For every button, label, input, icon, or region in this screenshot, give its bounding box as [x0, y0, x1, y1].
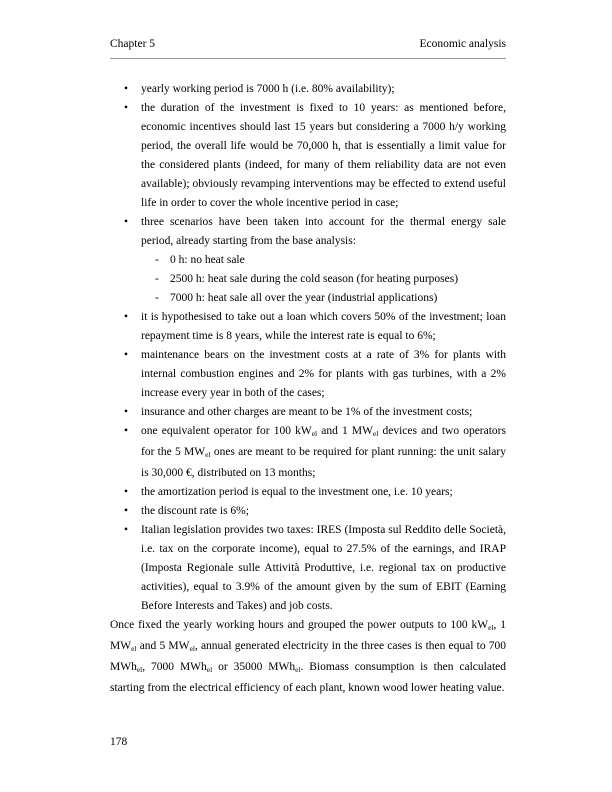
- bullet-marker: •: [124, 83, 129, 95]
- list-item: [110, 521, 506, 616]
- bullet-marker: •: [124, 406, 129, 418]
- list-item-text: the amortization period is equal to the investment one, i.e. 10 years;: [141, 486, 453, 498]
- bullet-marker: •: [124, 425, 129, 437]
- list-item-text: insurance and other charges are meant to be 1% of the investment costs;: [141, 406, 473, 418]
- text-run: devices and two operators for the 5 MW: [141, 425, 506, 458]
- list-item: [110, 502, 506, 521]
- sub-list: [110, 251, 506, 308]
- subscript-text: el: [206, 665, 213, 674]
- page-content: [110, 38, 506, 698]
- subscript-text: el: [136, 665, 143, 674]
- bullet-marker: •: [124, 524, 129, 536]
- text-run: and 5 MW: [136, 640, 190, 652]
- list-item: [110, 483, 506, 502]
- text-run: Once fixed the yearly working hours and grouped the power outputs to 100 kW: [110, 619, 489, 631]
- list-item: [110, 80, 506, 99]
- list-item: [110, 308, 506, 346]
- bullet-marker: •: [124, 505, 129, 517]
- bullet-marker: •: [124, 349, 129, 361]
- list-item-text: maintenance bears on the investment costs at a rate of 3% for plants with internal combustion engines and 2% for plants with gas turbines, with a 2% increase every year in both of the cases;: [141, 349, 506, 399]
- text-run: , 7000 MWh: [142, 661, 207, 673]
- sub-list-item: [110, 289, 506, 308]
- list-item-text: the discount rate is 6%;: [141, 505, 249, 517]
- list-item: [110, 403, 506, 422]
- subscript-text: el: [131, 644, 137, 653]
- subscript-text: el: [488, 623, 494, 632]
- list-item-text: Italian legislation provides two taxes: IRES (Imposta sul Reddito delle Società, i.e. tax on the corporate income), equal to 27.5% of the earnings, and IRAP (Imposta Regionale sulle Attività Produttive, i.e. regional tax on productive activities), equal to 3.9% of the amount given by the sum of EBIT (Earning Before Interests and Takes) and job costs.: [141, 524, 506, 612]
- dash-marker: -: [155, 273, 159, 285]
- text-run: . Biomass consumption is then calculated starting from the electrical efficiency of each plant, known wood lower heating value.: [110, 661, 506, 694]
- header-divider: [110, 58, 506, 59]
- list-item-text: yearly working period is 7000 h (i.e. 80% availability);: [141, 83, 395, 95]
- text-run: ones are meant to be required for plant running: the unit salary is 30,000 €, distributed on 13 months;: [141, 446, 506, 479]
- page-number: 178: [110, 736, 128, 748]
- page-header: [110, 38, 506, 51]
- bullet-list: [110, 80, 506, 616]
- header-section-label: Economic analysis: [419, 38, 506, 50]
- dash-marker: -: [155, 292, 159, 304]
- list-item: [110, 422, 506, 483]
- list-item-text: [141, 425, 506, 479]
- text-run: and 1 MW: [317, 425, 373, 437]
- subscript-text: el: [205, 450, 211, 459]
- text-run: , annual generated electricity in the three cases is then equal to 700 MWh: [110, 640, 506, 673]
- list-item: [110, 213, 506, 251]
- text-run: , 1 MW: [110, 619, 506, 652]
- bullet-marker: •: [124, 102, 129, 114]
- bullet-marker: •: [124, 216, 129, 228]
- sub-list-item: [110, 270, 506, 289]
- list-item-text: three scenarios have been taken into account for the thermal energy sale period, already starting from the base analysis:: [141, 216, 506, 247]
- subscript-text: el: [295, 665, 301, 674]
- bullet-marker: •: [124, 311, 129, 323]
- subscript-text: el: [189, 644, 195, 653]
- sub-list-item: [110, 251, 506, 270]
- list-item: [110, 346, 506, 403]
- bullet-marker: •: [124, 486, 129, 498]
- dash-marker: -: [155, 254, 159, 266]
- subscript-text: el: [372, 429, 379, 438]
- sub-list-item-text: 0 h: no heat sale: [170, 254, 245, 266]
- list-item: [110, 99, 506, 213]
- body-paragraph: [110, 616, 506, 698]
- text-run: one equivalent operator for 100 kW: [141, 425, 312, 437]
- text-run: or 35000 MWh: [212, 661, 296, 673]
- sub-list-item-text: 7000 h: heat sale all over the year (industrial applications): [170, 292, 438, 304]
- sub-list-item-text: 2500 h: heat sale during the cold season (for heating purposes): [170, 273, 459, 285]
- header-chapter-label: Chapter 5: [110, 38, 156, 50]
- list-item-text: the duration of the investment is fixed to 10 years: as mentioned before, economic incentives should last 15 years but considering a 7000 h/y working period, the overall life would be 70,000 h, that is essentially a limit value for the considered plants (indeed, for many of them reliability data are not even available); obviously revamping interventions may be effected to extend useful life in order to cover the whole incentive period in case;: [141, 102, 506, 209]
- subscript-text: el: [311, 429, 318, 438]
- list-item-text: it is hypothesised to take out a loan which covers 50% of the investment; loan repayment time is 8 years, while the interest rate is equal to 6%;: [141, 311, 506, 342]
